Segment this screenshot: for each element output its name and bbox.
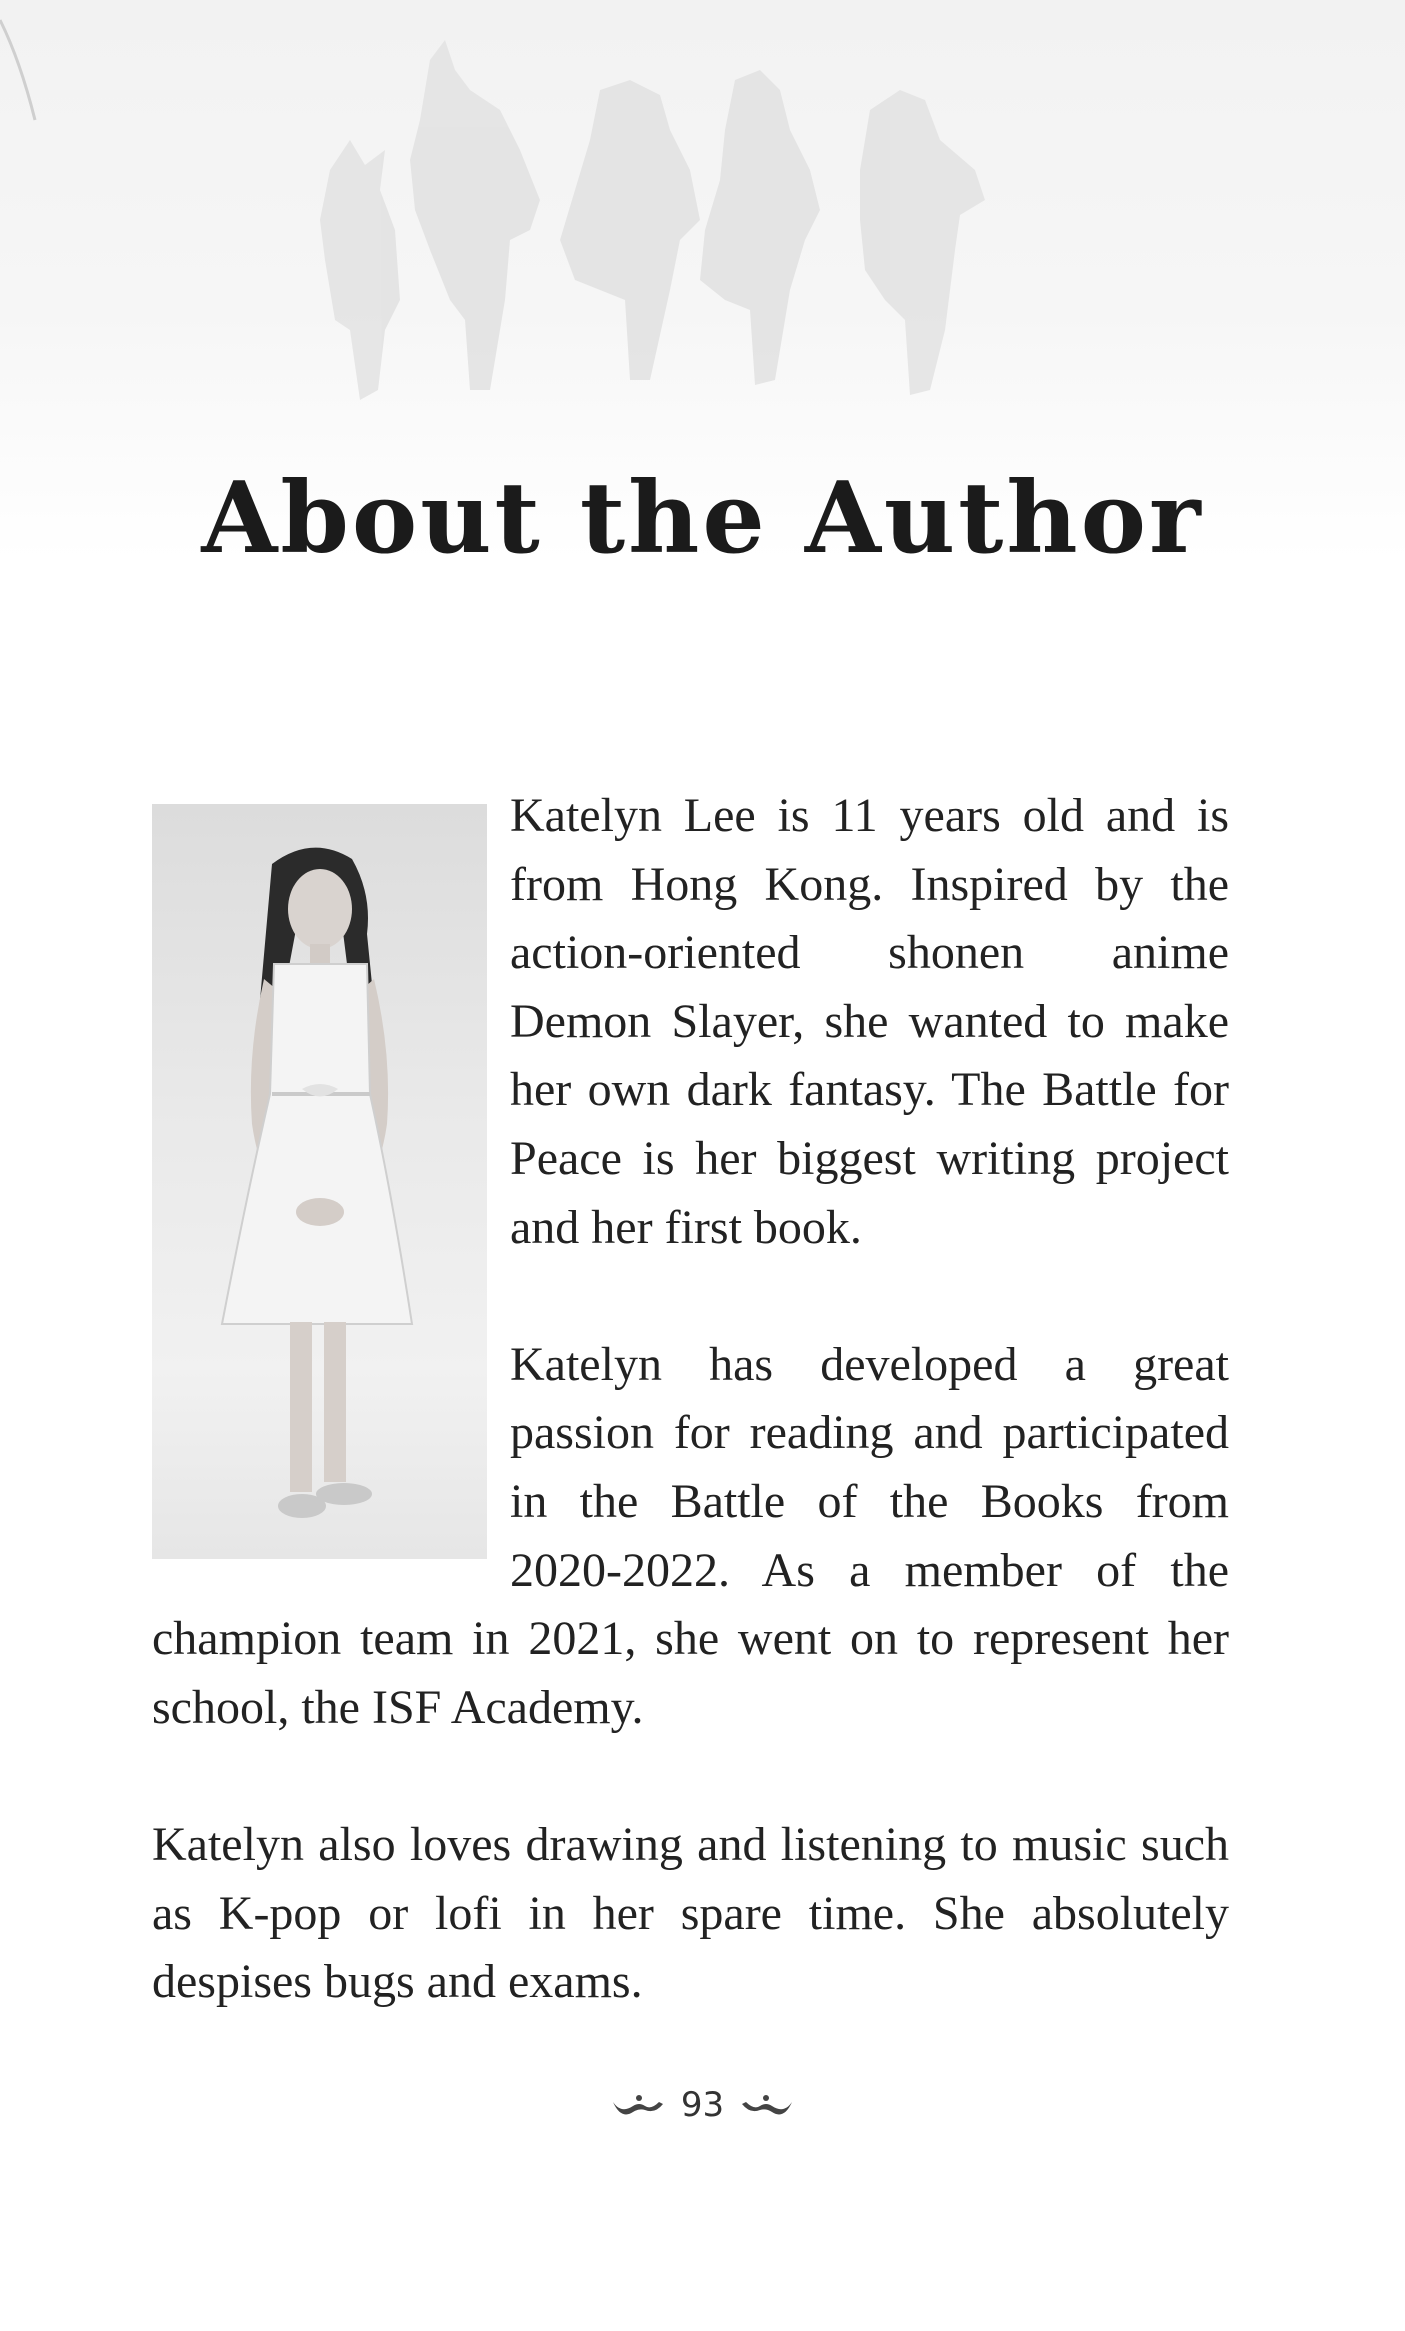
bio-paragraph: Katelyn also loves drawing and listening to music such as K-pop or lofi in her spare time. She absolutely despises bugs and exams.	[152, 1817, 1229, 2009]
left-flourish-icon	[611, 2090, 665, 2120]
page-footer	[0, 2085, 1405, 2125]
photo-wrap-spacer	[152, 782, 510, 1567]
page-number: 93	[680, 2085, 725, 2125]
right-flourish-icon	[740, 2090, 794, 2120]
author-bio	[152, 782, 1229, 2017]
page-title: About the Author	[201, 461, 1204, 576]
bio-paragraph: Katelyn Lee is 11 years old and is from Hong Kong. Inspired by the action-oriented shonen anime Demon Slayer, she wanted to make her own dark fantasy. The Battle for Peace is her biggest writing project and her first book.	[510, 789, 1229, 1254]
bio-paragraph: Katelyn has developed a great passion for reading and participated in the Battle of the Books from 2020-2022. As a member of the champion team in 2021, she went on to represent her school, the ISF Academy.	[152, 1337, 1229, 1734]
